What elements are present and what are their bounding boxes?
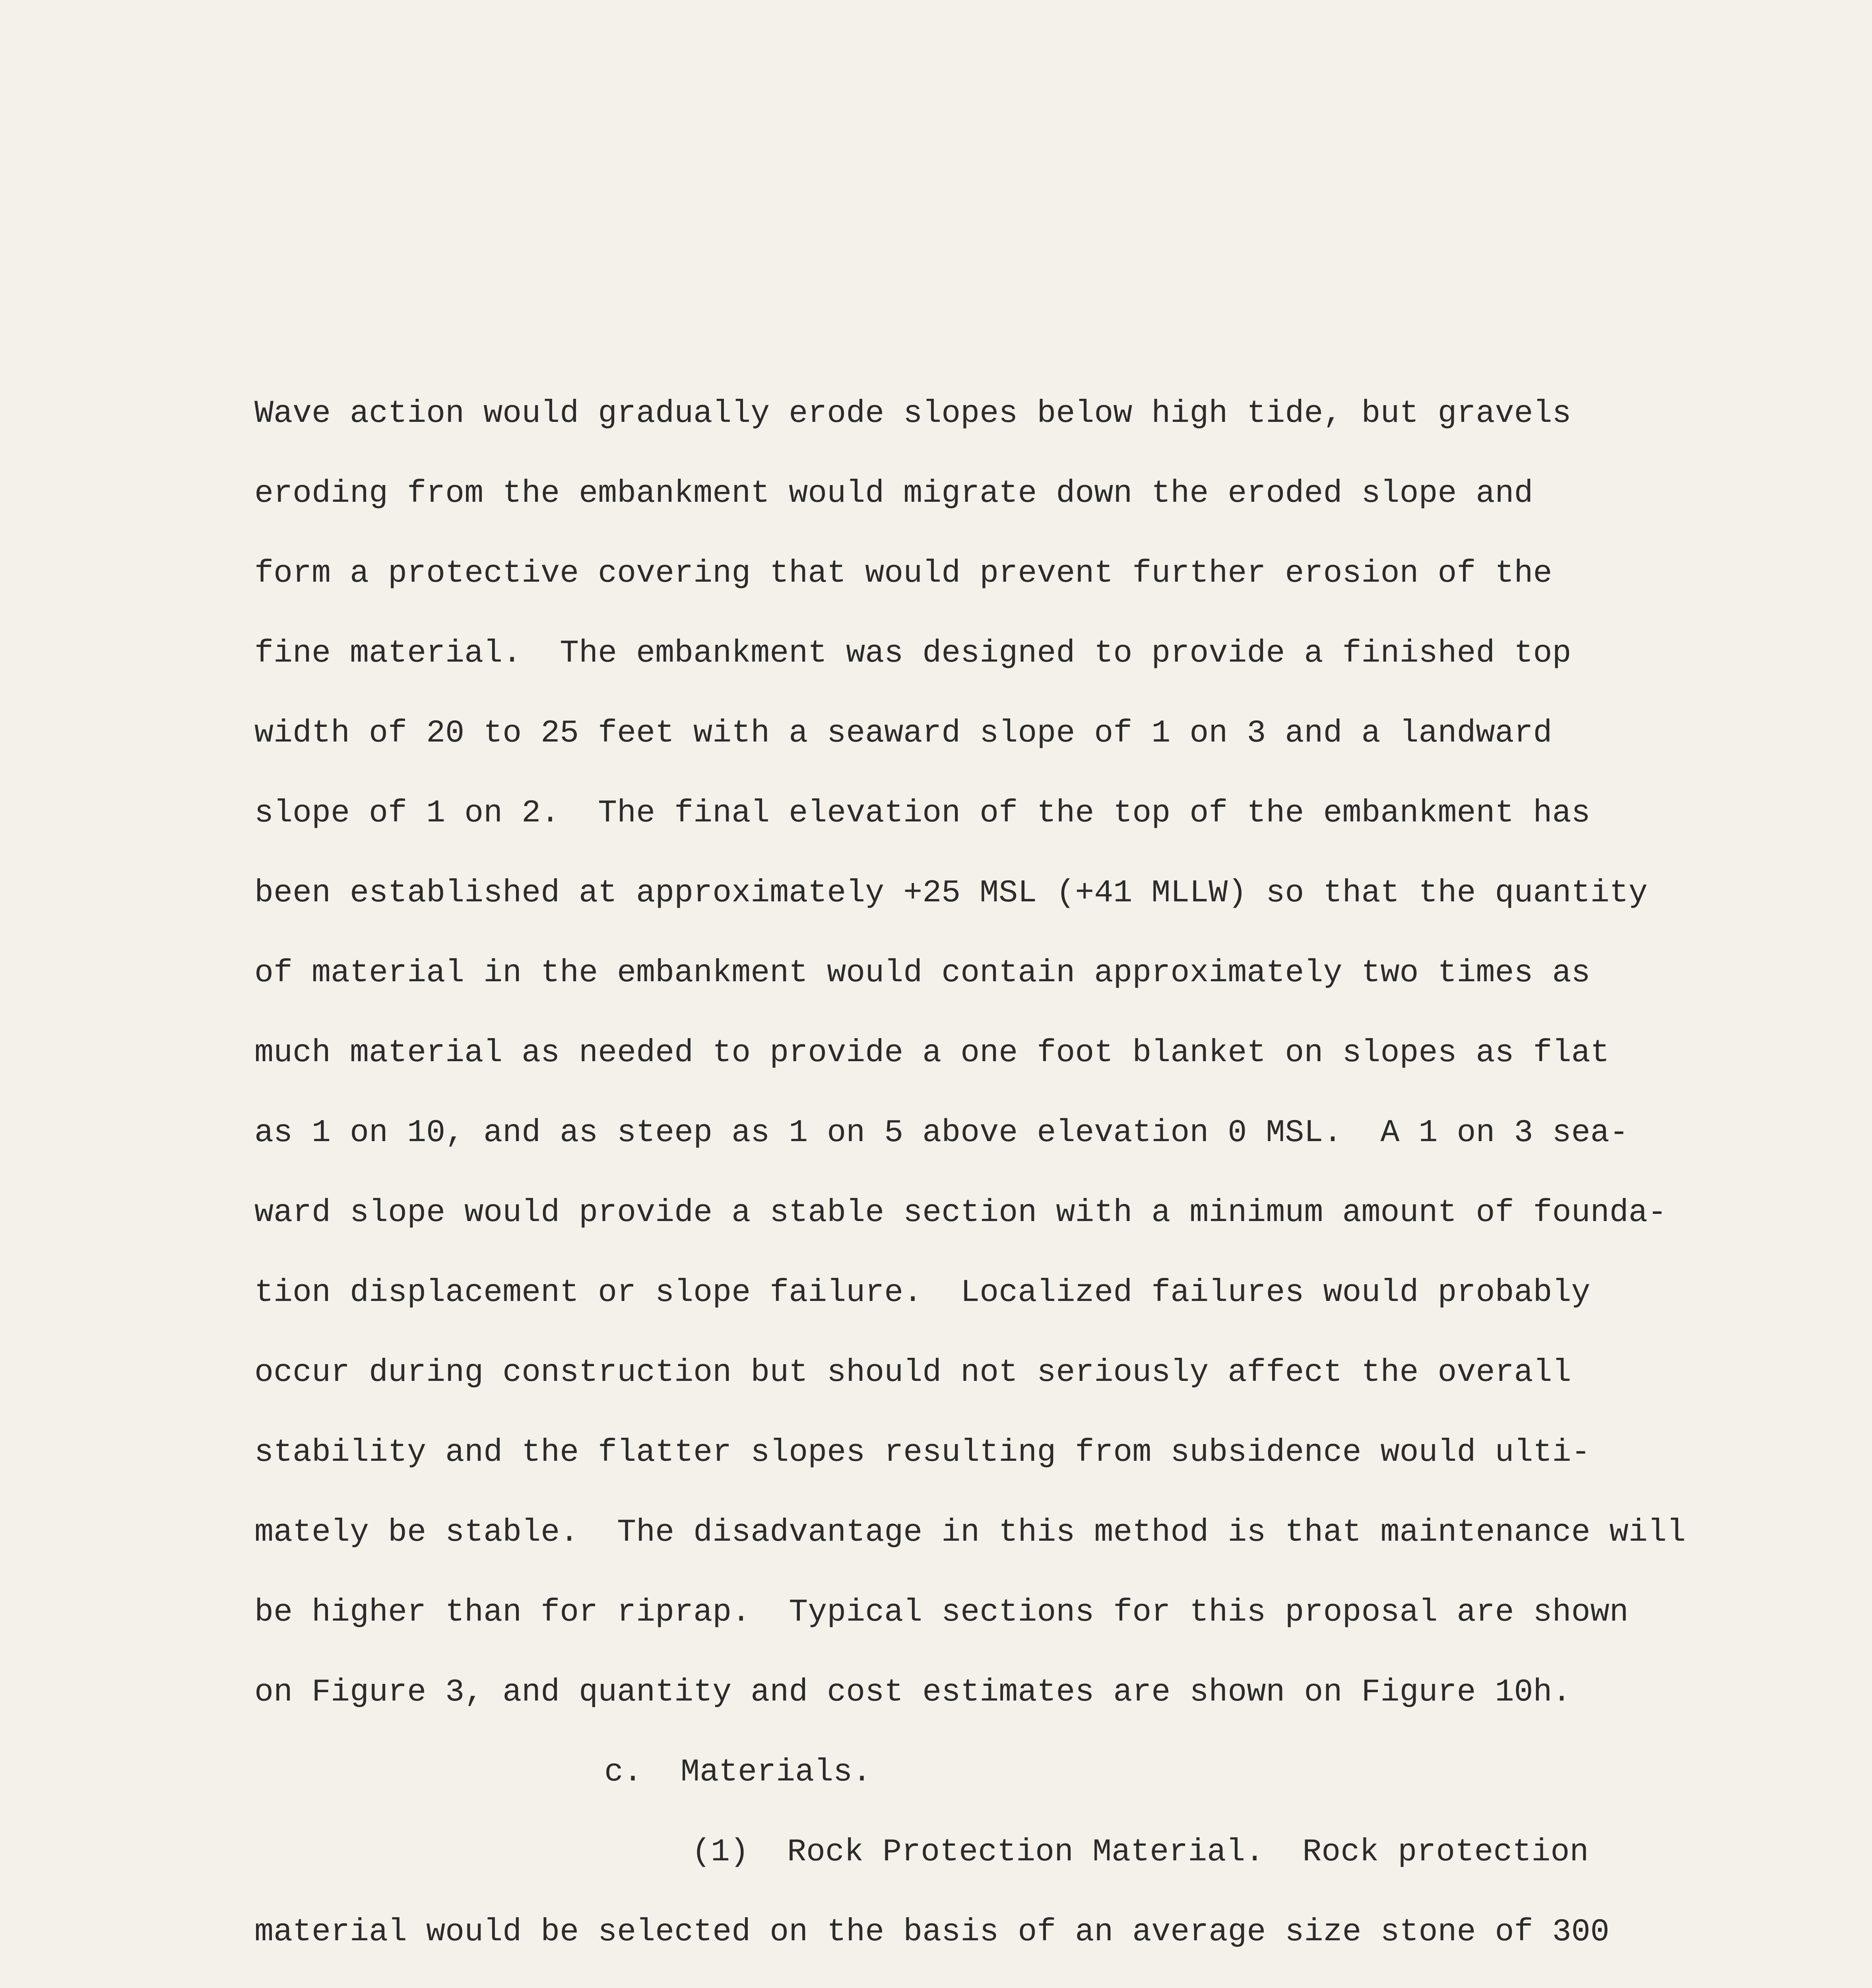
text-line: tion displacement or slope failure. Localized failures would probably bbox=[254, 1275, 1591, 1311]
text-line: as 1 on 10, and as steep as 1 on 5 above elevation 0 MSL. A 1 on 3 sea- bbox=[254, 1115, 1629, 1151]
text-line: be higher than for riprap. Typical sections for this proposal are shown bbox=[254, 1594, 1629, 1631]
text-line: fine material. The embankment was designed to provide a finished top bbox=[254, 635, 1571, 672]
text-line: width of 20 to 25 feet with a seaward slope of 1 on 3 and a landward bbox=[254, 715, 1552, 751]
text-line: occur during construction but should not seriously affect the overall bbox=[254, 1355, 1571, 1391]
text-line: of material in the embankment would contain approximately two times as bbox=[254, 955, 1591, 991]
text-line: Wave action would gradually erode slopes below high tide, but gravels bbox=[254, 396, 1571, 432]
text-line bbox=[254, 1972, 1749, 1988]
subsection-heading-rock-protection: (1) Rock Protection Material. Rock protection bbox=[692, 1834, 1589, 1870]
section-heading-materials: c. Materials. bbox=[604, 1754, 872, 1790]
text-line: form a protective covering that would prevent further erosion of the bbox=[254, 555, 1552, 592]
text-line: ward slope would provide a stable section with a minimum amount of founda- bbox=[254, 1195, 1667, 1231]
text-line: much material as needed to provide a one foot blanket on slopes as flat bbox=[254, 1035, 1610, 1071]
body-text bbox=[254, 374, 1749, 1988]
text-line: stability and the flatter slopes resulting from subsidence would ulti- bbox=[254, 1435, 1591, 1471]
text-line: material would be selected on the basis of an average size stone of 300 bbox=[254, 1914, 1610, 1950]
text-line: slope of 1 on 2. The final elevation of the top of the embankment has bbox=[254, 795, 1591, 831]
text-line: eroding from the embankment would migrate down the eroded slope and bbox=[254, 476, 1533, 512]
text-line: been established at approximately +25 MSL (+41 MLLW) so that the quantity bbox=[254, 875, 1648, 911]
text-line: mately be stable. The disadvantage in this method is that maintenance will bbox=[254, 1514, 1686, 1551]
text-line: on Figure 3, and quantity and cost estimates are shown on Figure 10h. bbox=[254, 1674, 1571, 1710]
